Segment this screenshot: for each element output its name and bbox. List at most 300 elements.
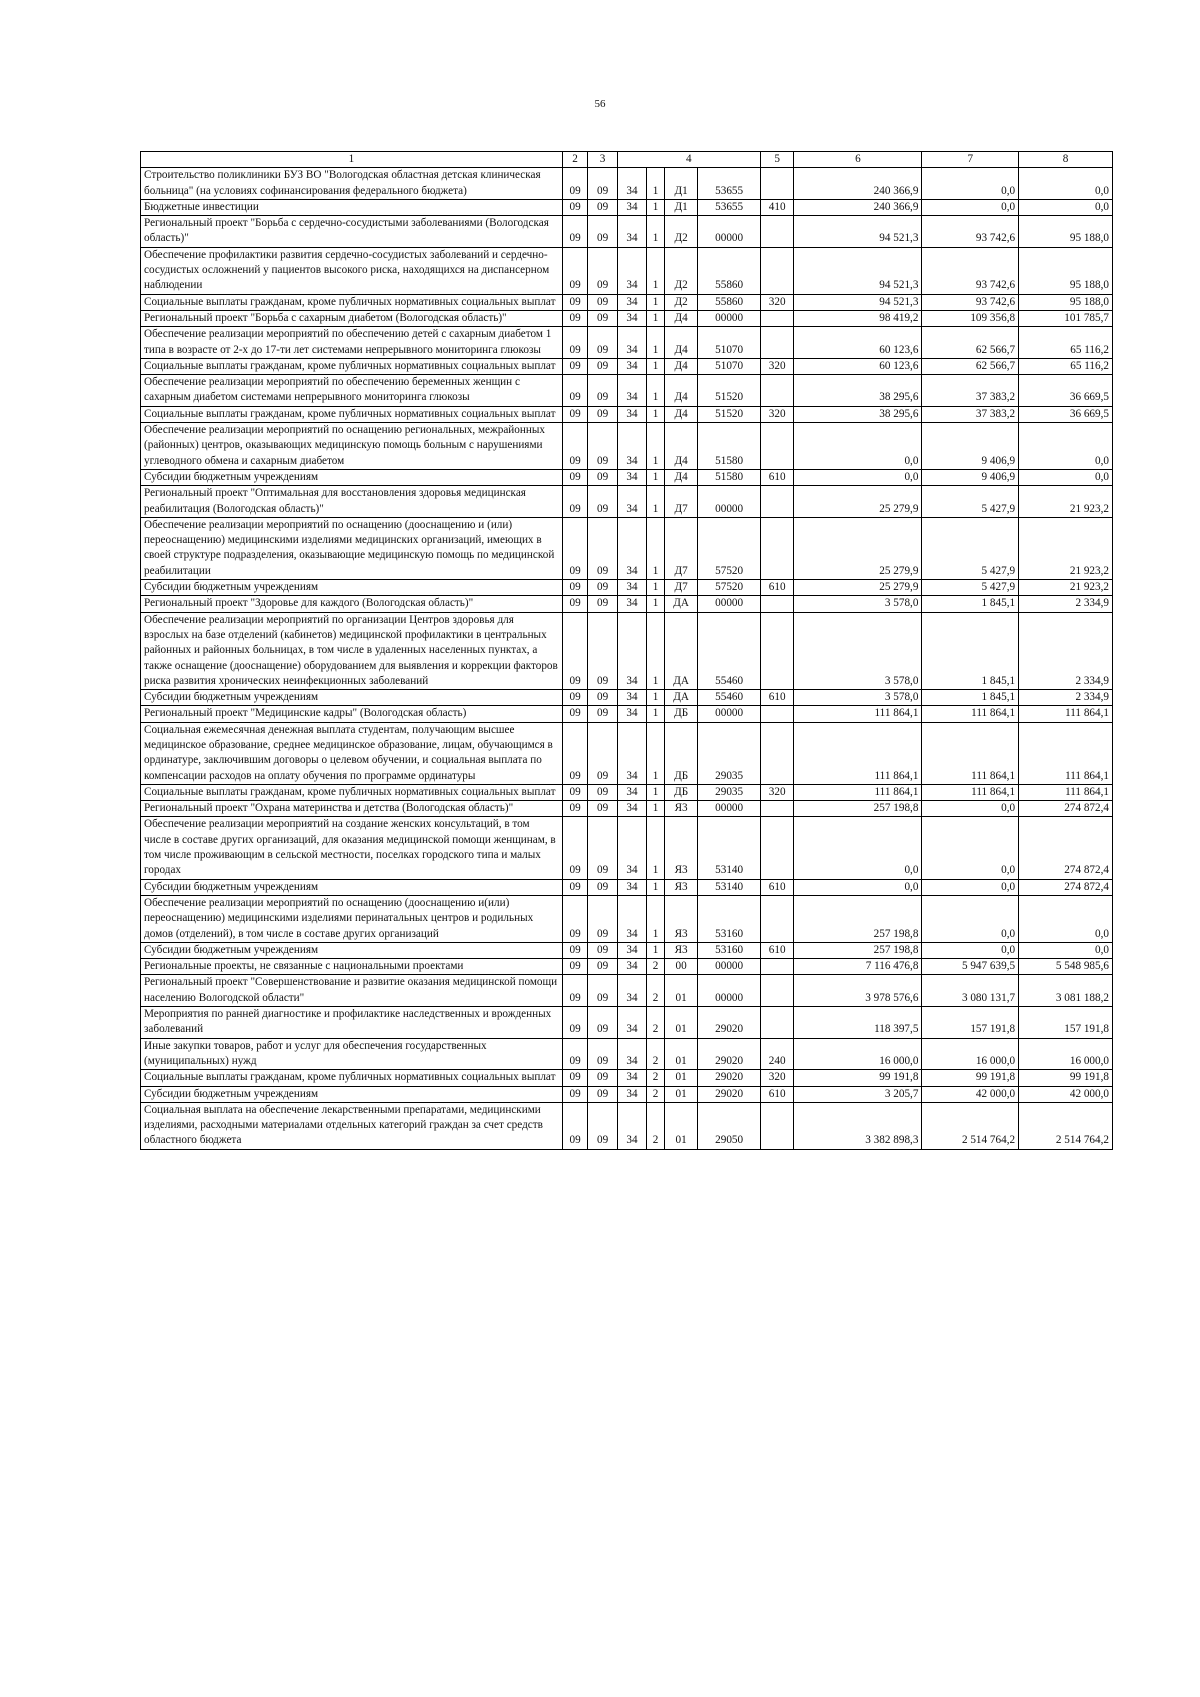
- row-name: Региональный проект "Оптимальная для восстановления здоровья медицинская реабилитация (Вологодская область)": [141, 486, 563, 518]
- row-amount-7: 111 864,1: [922, 784, 1019, 800]
- row-name: Строительство поликлиники БУЗ ВО "Вологодская областная детская клиническая больница" (на условиях софинансирования федерального бюджета): [141, 168, 563, 200]
- row-amount-8: 2 334,9: [1019, 596, 1113, 612]
- table-row: [141, 517, 1113, 579]
- row-amount-6: 25 279,9: [794, 486, 922, 518]
- row-amount-6: 0,0: [794, 469, 922, 485]
- row-name: Обеспечение реализации мероприятий по оснащению (дооснащению и (или) переоснащению) медицинскими изделиями медицинских организаций, имеющих в своей структуре подразделения, оказывающие медицинскую помощь по медицинской реабилитации: [141, 517, 563, 579]
- row-code-3: 09: [588, 1086, 617, 1102]
- row-code-5: [760, 327, 793, 359]
- table-row: [141, 327, 1113, 359]
- row-amount-8: 2 334,9: [1019, 690, 1113, 706]
- row-code-4-direction: 29020: [698, 1086, 761, 1102]
- row-amount-6: 0,0: [794, 423, 922, 470]
- row-name: Обеспечение реализации мероприятий по оснащению (дооснащению и(или) переоснащению) медицинскими изделиями перинатальных центров и родильных домов (отделений), в том числе в составе других организаций: [141, 895, 563, 942]
- row-code-2: 09: [562, 801, 588, 817]
- header-col-6: 6: [794, 152, 922, 168]
- row-code-3: 09: [588, 327, 617, 359]
- row-code-3: 09: [588, 817, 617, 879]
- row-amount-7: 1 845,1: [922, 596, 1019, 612]
- row-code-4-type: 1: [647, 486, 665, 518]
- row-code-4-program: 34: [617, 423, 646, 470]
- row-code-4-type: 1: [647, 423, 665, 470]
- row-amount-7: 93 742,6: [922, 294, 1019, 310]
- row-code-2: 09: [562, 895, 588, 942]
- row-amount-8: 0,0: [1019, 942, 1113, 958]
- row-amount-8: 111 864,1: [1019, 706, 1113, 722]
- table-row: [141, 216, 1113, 248]
- row-amount-6: 94 521,3: [794, 247, 922, 294]
- table-row: [141, 358, 1113, 374]
- row-code-3: 09: [588, 722, 617, 784]
- row-name: Региональный проект "Охрана материнства и детства (Вологодская область)": [141, 801, 563, 817]
- row-code-4-direction: 29020: [698, 1038, 761, 1070]
- row-code-4-program: 34: [617, 294, 646, 310]
- row-code-5: [760, 310, 793, 326]
- row-code-4-program: 34: [617, 817, 646, 879]
- row-code-2: 09: [562, 517, 588, 579]
- row-amount-7: 62 566,7: [922, 358, 1019, 374]
- row-amount-7: 5 427,9: [922, 486, 1019, 518]
- row-code-4-program: 34: [617, 706, 646, 722]
- row-code-4-direction: 55860: [698, 247, 761, 294]
- row-code-4-program: 34: [617, 722, 646, 784]
- row-amount-7: 111 864,1: [922, 722, 1019, 784]
- row-code-3: 09: [588, 247, 617, 294]
- row-code-2: 09: [562, 942, 588, 958]
- row-code-4-project: Д2: [664, 216, 697, 248]
- row-code-4-type: 1: [647, 722, 665, 784]
- row-amount-7: 3 080 131,7: [922, 975, 1019, 1007]
- row-code-4-type: 2: [647, 1070, 665, 1086]
- header-col-2: 2: [562, 152, 588, 168]
- row-code-5: 610: [760, 879, 793, 895]
- row-amount-7: 9 406,9: [922, 469, 1019, 485]
- row-code-4-direction: 57520: [698, 517, 761, 579]
- row-code-3: 09: [588, 690, 617, 706]
- row-code-4-project: Д7: [664, 580, 697, 596]
- row-code-4-project: Д7: [664, 486, 697, 518]
- row-code-4-project: Д4: [664, 375, 697, 407]
- header-col-5: 5: [760, 152, 793, 168]
- row-code-4-direction: 29050: [698, 1102, 761, 1149]
- row-name: Социальные выплаты гражданам, кроме публичных нормативных социальных выплат: [141, 358, 563, 374]
- table-row: [141, 375, 1113, 407]
- row-amount-6: 98 419,2: [794, 310, 922, 326]
- table-row: [141, 959, 1113, 975]
- row-code-3: 09: [588, 895, 617, 942]
- row-code-4-project: ДА: [664, 690, 697, 706]
- row-code-4-program: 34: [617, 247, 646, 294]
- row-amount-8: 101 785,7: [1019, 310, 1113, 326]
- row-code-4-direction: 53655: [698, 199, 761, 215]
- row-code-4-direction: 29020: [698, 1007, 761, 1039]
- row-code-4-type: 1: [647, 895, 665, 942]
- row-amount-6: 0,0: [794, 879, 922, 895]
- row-code-4-type: 1: [647, 294, 665, 310]
- row-code-2: 09: [562, 722, 588, 784]
- row-code-3: 09: [588, 706, 617, 722]
- row-code-5: [760, 247, 793, 294]
- row-code-4-program: 34: [617, 1102, 646, 1149]
- row-code-3: 09: [588, 358, 617, 374]
- row-code-4-program: 34: [617, 612, 646, 689]
- row-amount-7: 62 566,7: [922, 327, 1019, 359]
- row-code-3: 09: [588, 942, 617, 958]
- row-code-3: 09: [588, 801, 617, 817]
- row-amount-7: 0,0: [922, 942, 1019, 958]
- row-amount-8: 3 081 188,2: [1019, 975, 1113, 1007]
- row-amount-6: 25 279,9: [794, 517, 922, 579]
- row-code-4-type: 1: [647, 310, 665, 326]
- row-name: Социальные выплаты гражданам, кроме публичных нормативных социальных выплат: [141, 406, 563, 422]
- row-code-4-project: 00: [664, 959, 697, 975]
- row-code-2: 09: [562, 975, 588, 1007]
- row-code-2: 09: [562, 469, 588, 485]
- header-col-3: 3: [588, 152, 617, 168]
- row-amount-8: 0,0: [1019, 423, 1113, 470]
- row-code-4-project: 01: [664, 1070, 697, 1086]
- table-row: [141, 310, 1113, 326]
- row-code-4-direction: 29035: [698, 722, 761, 784]
- row-code-3: 09: [588, 310, 617, 326]
- row-code-4-type: 1: [647, 199, 665, 215]
- table-row: [141, 817, 1113, 879]
- row-code-2: 09: [562, 406, 588, 422]
- row-amount-7: 111 864,1: [922, 706, 1019, 722]
- row-code-2: 09: [562, 327, 588, 359]
- row-name: Региональный проект "Борьба с сердечно-сосудистыми заболеваниями (Вологодская область)": [141, 216, 563, 248]
- row-code-4-project: 01: [664, 1102, 697, 1149]
- row-amount-8: 42 000,0: [1019, 1086, 1113, 1102]
- row-code-4-program: 34: [617, 406, 646, 422]
- row-code-4-project: Я3: [664, 801, 697, 817]
- row-code-4-program: 34: [617, 942, 646, 958]
- row-code-3: 09: [588, 596, 617, 612]
- row-code-4-program: 34: [617, 690, 646, 706]
- table-row: [141, 690, 1113, 706]
- table-row: [141, 879, 1113, 895]
- row-code-4-type: 1: [647, 375, 665, 407]
- row-code-3: 09: [588, 1007, 617, 1039]
- row-code-4-type: 1: [647, 216, 665, 248]
- row-code-2: 09: [562, 1007, 588, 1039]
- table-row: [141, 247, 1113, 294]
- row-code-4-type: 2: [647, 1038, 665, 1070]
- row-amount-6: 3 382 898,3: [794, 1102, 922, 1149]
- row-amount-6: 16 000,0: [794, 1038, 922, 1070]
- row-name: Обеспечение реализации мероприятий по обеспечению беременных женщин с сахарным диабетом системами непрерывного мониторинга глюкозы: [141, 375, 563, 407]
- row-name: Обеспечение реализации мероприятий по организации Центров здоровья для взрослых на базе отделений (кабинетов) медицинской профилактики в центральных районных и районных больницах, в том числе в удаленных населенных пунктах, а также оснащение (дооснащение) оборудованием для выявления и коррекции факторов риска развития хронических неинфекционных заболеваний: [141, 612, 563, 689]
- table-row: [141, 580, 1113, 596]
- row-amount-8: 111 864,1: [1019, 784, 1113, 800]
- table-row: [141, 406, 1113, 422]
- row-code-5: 610: [760, 690, 793, 706]
- row-code-4-program: 34: [617, 959, 646, 975]
- row-name: Региональный проект "Медицинские кадры" (Вологодская область): [141, 706, 563, 722]
- row-code-5: 610: [760, 580, 793, 596]
- row-code-4-project: 01: [664, 1007, 697, 1039]
- row-code-2: 09: [562, 596, 588, 612]
- row-code-5: [760, 1007, 793, 1039]
- row-code-4-type: 1: [647, 706, 665, 722]
- row-code-5: [760, 486, 793, 518]
- row-code-2: 09: [562, 423, 588, 470]
- row-amount-8: 16 000,0: [1019, 1038, 1113, 1070]
- row-amount-7: 0,0: [922, 801, 1019, 817]
- row-code-5: [760, 959, 793, 975]
- row-code-4-direction: 29020: [698, 1070, 761, 1086]
- row-amount-8: 21 923,2: [1019, 580, 1113, 596]
- row-code-4-project: Я3: [664, 942, 697, 958]
- row-code-5: 320: [760, 784, 793, 800]
- row-amount-6: 3 578,0: [794, 596, 922, 612]
- row-code-4-direction: 51580: [698, 423, 761, 470]
- row-code-4-program: 34: [617, 358, 646, 374]
- row-name: Социальные выплаты гражданам, кроме публичных нормативных социальных выплат: [141, 294, 563, 310]
- row-code-3: 09: [588, 375, 617, 407]
- row-amount-8: 111 864,1: [1019, 722, 1113, 784]
- row-code-4-direction: 57520: [698, 580, 761, 596]
- row-code-5: 320: [760, 1070, 793, 1086]
- row-code-4-program: 34: [617, 199, 646, 215]
- row-code-2: 09: [562, 294, 588, 310]
- row-code-4-program: 34: [617, 596, 646, 612]
- row-amount-8: 36 669,5: [1019, 406, 1113, 422]
- row-code-4-program: 34: [617, 486, 646, 518]
- row-name: Социальная выплата на обеспечение лекарственными препаратами, медицинскими изделиями, расходными материалами отдельных категорий граждан за счет средств областного бюджета: [141, 1102, 563, 1149]
- row-code-2: 09: [562, 817, 588, 879]
- row-name: Бюджетные инвестиции: [141, 199, 563, 215]
- row-code-4-project: 01: [664, 1086, 697, 1102]
- row-code-4-program: 34: [617, 580, 646, 596]
- row-code-5: [760, 517, 793, 579]
- row-code-4-direction: 55460: [698, 690, 761, 706]
- row-amount-8: 0,0: [1019, 168, 1113, 200]
- budget-table: [140, 151, 1113, 1150]
- row-code-4-direction: 53160: [698, 895, 761, 942]
- row-code-4-program: 34: [617, 879, 646, 895]
- row-code-3: 09: [588, 517, 617, 579]
- row-code-4-program: 34: [617, 216, 646, 248]
- row-amount-6: 0,0: [794, 817, 922, 879]
- row-code-4-type: 1: [647, 879, 665, 895]
- row-code-4-program: 34: [617, 1086, 646, 1102]
- row-code-4-type: 1: [647, 612, 665, 689]
- row-code-3: 09: [588, 1070, 617, 1086]
- row-code-4-direction: 55460: [698, 612, 761, 689]
- row-code-4-project: 01: [664, 975, 697, 1007]
- row-code-4-project: ДА: [664, 612, 697, 689]
- row-code-5: 320: [760, 358, 793, 374]
- row-code-4-type: 2: [647, 975, 665, 1007]
- row-amount-6: 118 397,5: [794, 1007, 922, 1039]
- table-row: [141, 1038, 1113, 1070]
- row-code-4-project: Д2: [664, 247, 697, 294]
- row-code-4-direction: 51520: [698, 375, 761, 407]
- row-code-4-direction: 55860: [698, 294, 761, 310]
- row-amount-7: 99 191,8: [922, 1070, 1019, 1086]
- row-code-4-type: 1: [647, 327, 665, 359]
- row-amount-7: 0,0: [922, 879, 1019, 895]
- row-amount-8: 0,0: [1019, 469, 1113, 485]
- table-row: [141, 1007, 1113, 1039]
- row-code-5: 610: [760, 469, 793, 485]
- row-amount-6: 3 578,0: [794, 690, 922, 706]
- row-code-2: 09: [562, 168, 588, 200]
- row-code-4-project: Я3: [664, 879, 697, 895]
- row-code-2: 09: [562, 1086, 588, 1102]
- row-code-5: [760, 612, 793, 689]
- row-name: Иные закупки товаров, работ и услуг для обеспечения государственных (муниципальных) нужд: [141, 1038, 563, 1070]
- row-code-5: [760, 722, 793, 784]
- row-code-5: 320: [760, 294, 793, 310]
- row-code-4-direction: 00000: [698, 596, 761, 612]
- row-code-2: 09: [562, 486, 588, 518]
- row-code-3: 09: [588, 216, 617, 248]
- row-amount-6: 111 864,1: [794, 784, 922, 800]
- row-code-4-program: 34: [617, 517, 646, 579]
- row-code-3: 09: [588, 612, 617, 689]
- row-code-4-project: 01: [664, 1038, 697, 1070]
- row-name: Субсидии бюджетным учреждениям: [141, 879, 563, 895]
- row-amount-6: 240 366,9: [794, 199, 922, 215]
- table-row: [141, 612, 1113, 689]
- row-code-4-direction: 00000: [698, 310, 761, 326]
- table-row: [141, 469, 1113, 485]
- row-code-2: 09: [562, 959, 588, 975]
- row-code-4-type: 1: [647, 784, 665, 800]
- row-code-3: 09: [588, 879, 617, 895]
- row-code-4-project: Д2: [664, 294, 697, 310]
- row-code-2: 09: [562, 375, 588, 407]
- row-code-4-project: Д4: [664, 423, 697, 470]
- row-code-5: [760, 706, 793, 722]
- row-code-3: 09: [588, 168, 617, 200]
- row-code-2: 09: [562, 879, 588, 895]
- row-amount-6: 38 295,6: [794, 406, 922, 422]
- table-body: [141, 152, 1113, 1150]
- header-row: [141, 152, 1113, 168]
- row-code-4-direction: 53655: [698, 168, 761, 200]
- row-code-3: 09: [588, 1102, 617, 1149]
- row-code-2: 09: [562, 1038, 588, 1070]
- row-code-5: [760, 423, 793, 470]
- row-code-5: [760, 168, 793, 200]
- row-amount-7: 37 383,2: [922, 375, 1019, 407]
- row-amount-7: 9 406,9: [922, 423, 1019, 470]
- row-amount-6: 94 521,3: [794, 216, 922, 248]
- row-amount-7: 5 427,9: [922, 517, 1019, 579]
- row-code-5: [760, 817, 793, 879]
- row-amount-6: 257 198,8: [794, 895, 922, 942]
- row-amount-7: 1 845,1: [922, 612, 1019, 689]
- row-amount-7: 42 000,0: [922, 1086, 1019, 1102]
- table-row: [141, 596, 1113, 612]
- row-code-5: 320: [760, 406, 793, 422]
- row-code-2: 09: [562, 706, 588, 722]
- row-code-4-direction: 00000: [698, 801, 761, 817]
- row-code-2: 09: [562, 612, 588, 689]
- row-code-3: 09: [588, 469, 617, 485]
- row-amount-6: 240 366,9: [794, 168, 922, 200]
- table-row: [141, 942, 1113, 958]
- row-code-4-type: 1: [647, 517, 665, 579]
- row-amount-7: 37 383,2: [922, 406, 1019, 422]
- table-row: [141, 1102, 1113, 1149]
- row-name: Субсидии бюджетным учреждениям: [141, 942, 563, 958]
- row-code-4-program: 34: [617, 1070, 646, 1086]
- row-code-3: 09: [588, 423, 617, 470]
- row-code-2: 09: [562, 247, 588, 294]
- row-amount-6: 257 198,8: [794, 801, 922, 817]
- row-amount-6: 111 864,1: [794, 706, 922, 722]
- row-code-4-project: Д4: [664, 358, 697, 374]
- row-code-4-direction: 51070: [698, 327, 761, 359]
- row-code-3: 09: [588, 406, 617, 422]
- header-col-4: 4: [617, 152, 760, 168]
- row-amount-8: 21 923,2: [1019, 517, 1113, 579]
- table-row: [141, 975, 1113, 1007]
- row-code-4-type: 1: [647, 690, 665, 706]
- row-amount-6: 25 279,9: [794, 580, 922, 596]
- row-code-2: 09: [562, 784, 588, 800]
- row-code-4-project: Д7: [664, 517, 697, 579]
- row-amount-8: 274 872,4: [1019, 879, 1113, 895]
- row-name: Субсидии бюджетным учреждениям: [141, 690, 563, 706]
- row-name: Субсидии бюджетным учреждениям: [141, 1086, 563, 1102]
- page-number: 56: [594, 98, 606, 110]
- row-amount-8: 95 188,0: [1019, 294, 1113, 310]
- row-code-5: [760, 801, 793, 817]
- row-name: Социальные выплаты гражданам, кроме публичных нормативных социальных выплат: [141, 1070, 563, 1086]
- row-amount-7: 16 000,0: [922, 1038, 1019, 1070]
- row-name: Региональный проект "Совершенствование и развитие оказания медицинской помощи населению Вологодской области": [141, 975, 563, 1007]
- table-row: [141, 168, 1113, 200]
- row-code-4-direction: 00000: [698, 959, 761, 975]
- row-amount-8: 274 872,4: [1019, 801, 1113, 817]
- row-code-4-type: 2: [647, 1086, 665, 1102]
- row-code-4-direction: 53140: [698, 817, 761, 879]
- row-code-4-project: ДА: [664, 596, 697, 612]
- row-code-4-type: 2: [647, 959, 665, 975]
- row-name: Мероприятия по ранней диагностике и профилактике наследственных и врожденных заболеваний: [141, 1007, 563, 1039]
- table-row: [141, 294, 1113, 310]
- table-row: [141, 1086, 1113, 1102]
- row-code-4-type: 1: [647, 168, 665, 200]
- row-code-4-program: 34: [617, 375, 646, 407]
- row-code-5: [760, 895, 793, 942]
- row-code-2: 09: [562, 690, 588, 706]
- row-code-4-project: Д1: [664, 168, 697, 200]
- row-amount-8: 2 514 764,2: [1019, 1102, 1113, 1149]
- row-code-4-direction: 00000: [698, 216, 761, 248]
- row-code-3: 09: [588, 580, 617, 596]
- row-name: Региональные проекты, не связанные с национальными проектами: [141, 959, 563, 975]
- row-code-5: [760, 375, 793, 407]
- row-amount-7: 5 947 639,5: [922, 959, 1019, 975]
- row-code-2: 09: [562, 310, 588, 326]
- row-code-4-type: 1: [647, 469, 665, 485]
- row-amount-7: 0,0: [922, 895, 1019, 942]
- row-amount-7: 109 356,8: [922, 310, 1019, 326]
- row-amount-8: 99 191,8: [1019, 1070, 1113, 1086]
- row-name: Субсидии бюджетным учреждениям: [141, 469, 563, 485]
- row-code-4-type: 2: [647, 1102, 665, 1149]
- row-code-4-project: Д4: [664, 469, 697, 485]
- table-row: [141, 706, 1113, 722]
- row-amount-8: 5 548 985,6: [1019, 959, 1113, 975]
- row-code-3: 09: [588, 294, 617, 310]
